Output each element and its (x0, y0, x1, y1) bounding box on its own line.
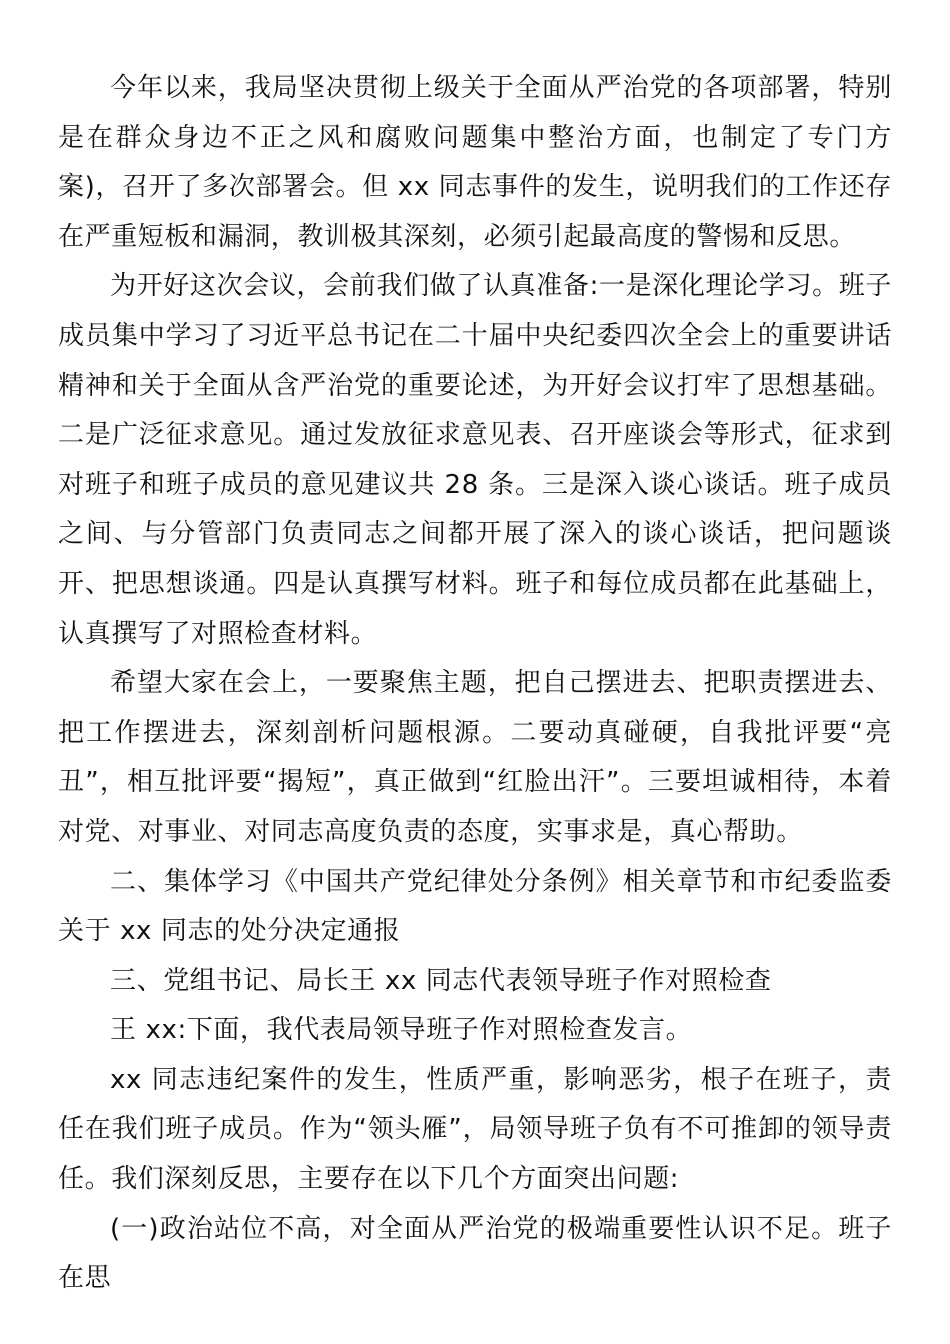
paragraph-intro: 今年以来，我局坚决贯彻上级关于全面从严治党的各项部署，特别是在群众身边不正之风和腐败问题集中整治方面，也制定了专门方案)，召开了多次部署会。但 xx 同志事件的发生，说明我们的工作还存在严重短板和漏洞，教训极其深刻，必须引起最高度的警惕和反思。 (58, 73, 892, 252)
paragraph-preparation: 为开好这次会议，会前我们做了认真准备:一是深化理论学习。班子成员集中学习了习近平总书记在二十届中央纪委四次全会上的重要讲话精神和关于全面从含严治党的重要论述，为开好会议打牢了思想基础。二是广泛征求意见。通过发放征求意见表、召开座谈会等形式，征求到对班子和班子成员的意见建议共 28 条。三是深入谈心谈话。班子成员之间、与分管部门负责同志之间都开展了深入的谈心谈话，把问题谈开、把思想谈通。四是认真撰写材料。班子和每位成员都在此基础上，认真撰写了对照检查材料。 (58, 271, 892, 649)
document-body (58, 64, 892, 1304)
section-heading-2: 二、集体学习《中国共产党纪律处分条例》相关章节和市纪委监委关于 xx 同志的处分决定通报 (58, 866, 892, 947)
paragraph-reflection: xx 同志违纪案件的发生，性质严重，影响恶劣，根子在班子，责任在我们班子成员。作为“领头雁”，局领导班子负有不可推卸的领导责任。我们深刻反思，主要存在以下几个方面突出问题: (58, 1064, 892, 1195)
paragraph-speaker-intro: 王 xx:下面，我代表局领导班子作对照检查发言。 (110, 1015, 693, 1046)
paragraph-expectations: 希望大家在会上，一要聚焦主题，把自己摆进去、把职责摆进去、把工作摆进去，深刻剖析问题根源。二要动真碰硬，自我批评要“亮丑”，相互批评要“揭短”，真正做到“红脸出汗”。三要坦诚相待，本着对党、对事业、对同志高度负责的态度，实事求是，真心帮助。 (58, 668, 892, 847)
section-heading-3: 三、党组书记、局长王 xx 同志代表领导班子作对照检查 (110, 965, 772, 996)
subsection-heading-1: (一)政治站位不高，对全面从严治党的极端重要性认识不足。班子在思 (58, 1213, 892, 1294)
